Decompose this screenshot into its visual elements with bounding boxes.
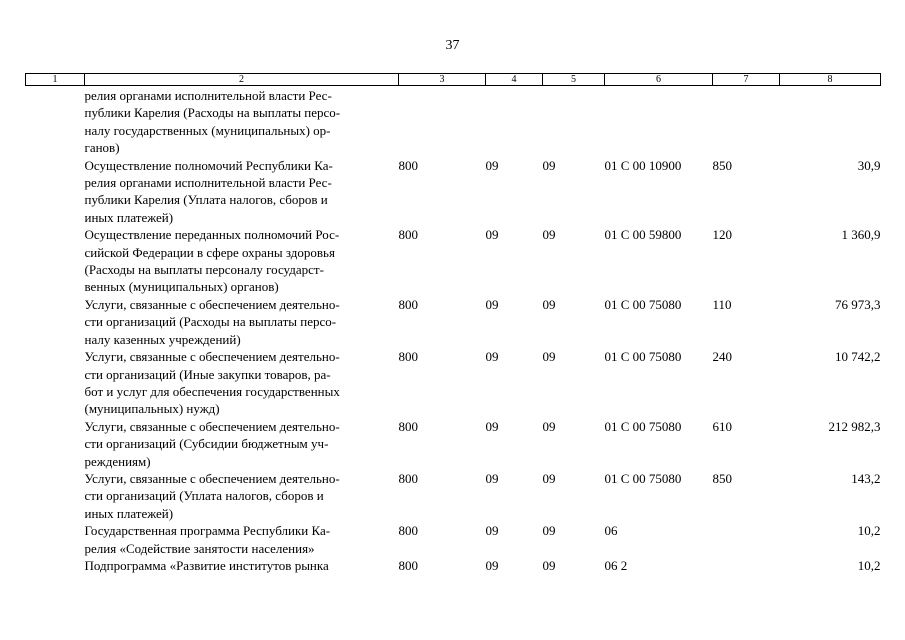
table-row: [26, 226, 881, 296]
table-body: [26, 86, 881, 575]
description-line: релия «Содействие занятости населения»: [84, 540, 315, 556]
cell-section: 09: [485, 418, 499, 434]
cell-section: 09: [485, 557, 499, 573]
cell-expense-type: 110: [712, 296, 732, 312]
cell-ministry-code: 800: [398, 470, 418, 486]
budget-table: [25, 73, 881, 574]
cell-target-article: 01 С 00 10900: [604, 157, 682, 173]
cell-target-article: 01 С 00 75080: [604, 349, 682, 365]
description-line: Услуги, связанные с обеспечением деятельно-: [84, 470, 340, 486]
description-line: Государственная программа Республики Ка-: [84, 523, 331, 539]
cell-number: [26, 348, 85, 418]
cell-section: [486, 86, 543, 157]
description-line: Услуги, связанные с обеспечением деятельно-: [84, 418, 340, 434]
cell-subsection: 09: [542, 296, 556, 312]
cell-expense-type: [713, 86, 780, 157]
description-line: иных платежей): [84, 505, 174, 521]
cell-amount: 143,2: [851, 470, 881, 486]
cell-amount: 76 973,3: [835, 296, 881, 312]
cell-description: [85, 522, 399, 557]
column-header: 1: [26, 74, 85, 86]
column-header: 6: [605, 74, 713, 86]
cell-description: [85, 418, 399, 470]
cell-description: [85, 296, 399, 348]
description-line: релия органами исполнительной власти Рес-: [84, 88, 332, 103]
cell-target-article: 06 2: [604, 557, 628, 573]
cell-number: [26, 296, 85, 348]
cell-amount: 212 982,3: [828, 418, 881, 434]
cell-expense-type: [713, 557, 780, 574]
description-line: налу казенных учреждений): [84, 331, 241, 347]
description-line: реждениям): [84, 453, 151, 469]
table-row: [26, 557, 881, 574]
cell-number: [26, 522, 85, 557]
cell-amount: 10,2: [857, 557, 881, 573]
cell-subsection: [543, 86, 605, 157]
cell-expense-type: 850: [712, 157, 732, 173]
cell-expense-type: 850: [712, 470, 732, 486]
cell-section: 09: [485, 470, 499, 486]
cell-ministry-code: [399, 86, 486, 157]
cell-ministry-code: 800: [398, 523, 418, 539]
column-header: 5: [543, 74, 605, 86]
cell-expense-type: 240: [712, 349, 732, 365]
cell-subsection: 09: [542, 470, 556, 486]
cell-amount: 30,9: [857, 157, 881, 173]
cell-description: [85, 86, 399, 157]
cell-target-article: 01 С 00 59800: [604, 227, 682, 243]
cell-description: [85, 470, 399, 522]
cell-target-article: 01 С 00 75080: [604, 470, 682, 486]
cell-number: [26, 470, 85, 522]
description-line: иных платежей): [84, 209, 174, 225]
cell-number: [26, 557, 85, 574]
cell-amount: [780, 86, 881, 157]
cell-section: 09: [485, 349, 499, 365]
column-header: 7: [713, 74, 780, 86]
cell-description: [85, 226, 399, 296]
description-line: Осуществление полномочий Республики Ка-: [84, 157, 333, 173]
cell-ministry-code: 800: [398, 157, 418, 173]
column-header: 8: [780, 74, 881, 86]
description-line: (муниципальных) нужд): [84, 401, 220, 417]
cell-section: 09: [485, 227, 499, 243]
column-number-header-row: [26, 74, 881, 86]
table-row: [26, 86, 881, 157]
cell-number: [26, 418, 85, 470]
column-header: 4: [486, 74, 543, 86]
description-line: венных (муниципальных) органов): [84, 279, 279, 295]
cell-section: 09: [485, 157, 499, 173]
description-line: Подпрограмма «Развитие институтов рынка: [84, 557, 329, 573]
cell-number: [26, 226, 85, 296]
cell-description: [85, 157, 399, 227]
table-row: [26, 522, 881, 557]
table-row: [26, 470, 881, 522]
cell-target-article: 01 С 00 75080: [604, 296, 682, 312]
table-row: [26, 418, 881, 470]
cell-ministry-code: 800: [398, 557, 418, 573]
description-line: Осуществление переданных полномочий Рос-: [84, 227, 340, 243]
description-line: сти организаций (Расходы на выплаты персо-: [84, 314, 337, 330]
cell-number: [26, 86, 85, 157]
cell-subsection: 09: [542, 157, 556, 173]
description-line: налу государственных (муниципальных) ор-: [84, 122, 331, 138]
cell-section: 09: [485, 296, 499, 312]
description-line: сти организаций (Иные закупки товаров, ра-: [84, 366, 331, 382]
cell-target-article: 01 С 00 75080: [604, 418, 682, 434]
column-header: 2: [85, 74, 399, 86]
description-line: публики Карелия (Расходы на выплаты персо-: [84, 105, 341, 121]
cell-subsection: 09: [542, 523, 556, 539]
cell-target-article: 06: [604, 523, 618, 539]
table-row: [26, 296, 881, 348]
description-line: (Расходы на выплаты персоналу государст-: [84, 262, 324, 278]
column-header: 3: [399, 74, 486, 86]
cell-description: [85, 348, 399, 418]
cell-amount: 10 742,2: [835, 349, 881, 365]
cell-target-article: [605, 86, 713, 157]
table-row: [26, 348, 881, 418]
cell-expense-type: [713, 522, 780, 557]
cell-expense-type: 120: [712, 227, 732, 243]
cell-ministry-code: 800: [398, 296, 418, 312]
description-line: Услуги, связанные с обеспечением деятельно-: [84, 296, 340, 312]
description-line: сти организаций (Субсидии бюджетным уч-: [84, 436, 329, 452]
description-line: ганов): [84, 140, 120, 156]
cell-ministry-code: 800: [398, 349, 418, 365]
description-line: бот и услуг для обеспечения государственных: [84, 383, 340, 399]
cell-subsection: 09: [542, 557, 556, 573]
page-number: 37: [445, 38, 460, 53]
cell-subsection: 09: [542, 349, 556, 365]
cell-description: [85, 557, 399, 574]
description-line: сти организаций (Уплата налогов, сборов и: [84, 488, 324, 504]
description-line: Услуги, связанные с обеспечением деятельно-: [84, 349, 340, 365]
table-row: [26, 157, 881, 227]
cell-ministry-code: 800: [398, 418, 418, 434]
cell-amount: 1 360,9: [841, 227, 881, 243]
description-line: релия органами исполнительной власти Рес-: [84, 175, 332, 191]
cell-subsection: 09: [542, 227, 556, 243]
description-line: публики Карелия (Уплата налогов, сборов и: [84, 192, 328, 208]
cell-expense-type: 610: [712, 418, 732, 434]
cell-amount: 10,2: [857, 523, 881, 539]
description-line: сийской Федерации в сфере охраны здоровья: [84, 244, 335, 260]
cell-number: [26, 157, 85, 227]
cell-ministry-code: 800: [398, 227, 418, 243]
cell-section: 09: [485, 523, 499, 539]
cell-subsection: 09: [542, 418, 556, 434]
